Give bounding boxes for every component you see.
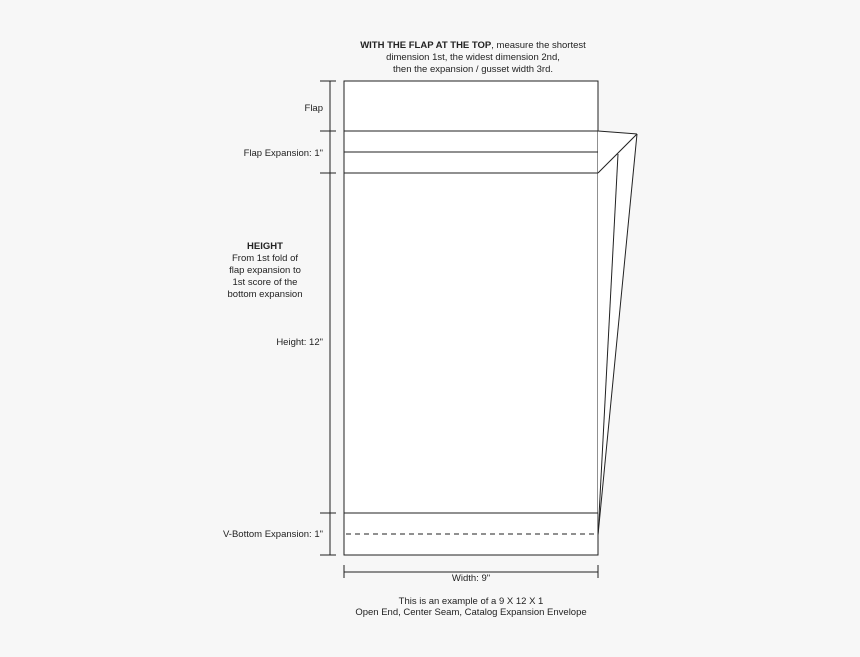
height-label: Height: 12"	[276, 337, 323, 348]
footer-line-1: This is an example of a 9 X 12 X 1	[398, 596, 544, 607]
gusset-side-view	[598, 131, 637, 535]
envelope-body	[344, 81, 598, 555]
height-desc-line: flap expansion to	[229, 265, 301, 276]
height-desc-line: From 1st fold of	[232, 253, 298, 264]
flap-expansion-label: Flap Expansion: 1"	[243, 148, 323, 159]
flap-label: Flap	[304, 103, 323, 114]
instruction-line-1: WITH THE FLAP AT THE TOP, measure the shortest	[360, 40, 586, 51]
footer-line-2: Open End, Center Seam, Catalog Expansion Envelope	[355, 607, 587, 618]
height-heading: HEIGHT	[247, 241, 283, 252]
v-bottom-label: V-Bottom Expansion: 1"	[222, 529, 323, 540]
height-desc-line: bottom expansion	[227, 289, 303, 300]
height-desc-line: 1st score of the	[232, 277, 298, 288]
width-label: Width: 9"	[451, 573, 491, 584]
instruction-line-2: dimension 1st, the widest dimension 2nd,	[386, 52, 560, 63]
instruction-line-3: then the expansion / gusset width 3rd.	[392, 64, 554, 75]
